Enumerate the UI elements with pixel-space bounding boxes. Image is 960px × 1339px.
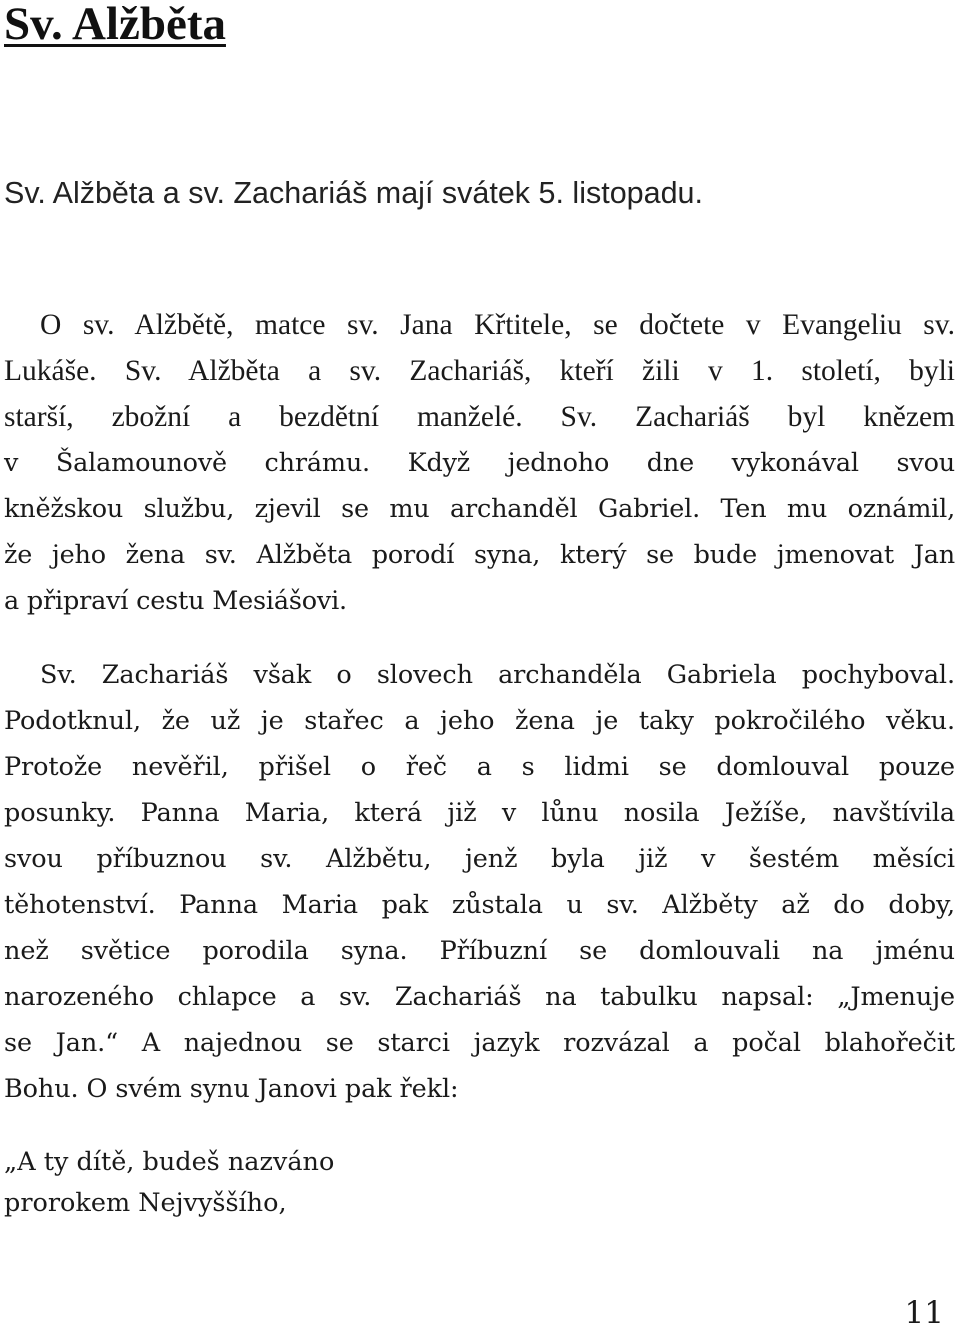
paragraph-1-line: O sv. Alžbětě, matce sv. Jana Křtitele, se dočtete v Evangeliu sv. — [40, 309, 955, 341]
paragraph-2-line: těhotenství. Panna Maria pak zůstala u sv. Alžběty až do doby, — [4, 890, 955, 920]
page-number: 11 — [904, 1295, 944, 1331]
paragraph-1-line: kněžskou službu, zjevil se mu archanděl Gabriel. Ten mu oznámil, — [4, 494, 955, 524]
paragraph-2-line: než světice porodila syna. Příbuzní se domlouvali na jménu — [4, 936, 955, 966]
feast-day-subtitle: Sv. Alžběta a sv. Zachariáš mají svátek 5. listopadu. — [4, 176, 703, 210]
paragraph-1-line: starší, zbožní a bezdětní manželé. Sv. Zachariáš byl knězem — [4, 401, 955, 433]
paragraph-2-line: Protože nevěřil, přišel o řeč a s lidmi se domlouval pouze — [4, 752, 955, 782]
paragraph-2-line: se Jan.“ A najednou se starci jazyk rozvázal a počal blahořečit — [4, 1028, 955, 1058]
page-title: Sv. Alžběta — [4, 0, 226, 50]
poem-line: prorokem Nejvyššího, — [4, 1188, 287, 1218]
poem-quote — [4, 1142, 334, 1224]
paragraph-2-line: Bohu. O svém synu Janovi pak řekl: — [4, 1074, 459, 1104]
paragraph-2 — [4, 652, 955, 1112]
paragraph-1-line: že jeho žena sv. Alžběta porodí syna, který se bude jmenovat Jan — [4, 540, 955, 570]
paragraph-1-line: a připraví cestu Mesiášovi. — [4, 586, 347, 616]
paragraph-2-line: posunky. Panna Maria, která již v lůnu nosila Ježíše, navštívila — [4, 798, 955, 828]
paragraph-2-line: narozeného chlapce a sv. Zachariáš na tabulku napsal: „Jmenuje — [4, 982, 955, 1012]
poem-line: „A ty dítě, budeš nazváno — [4, 1147, 335, 1177]
paragraph-1 — [4, 302, 955, 624]
paragraph-2-line: Sv. Zachariáš však o slovech archanděla Gabriela pochyboval. — [40, 660, 955, 690]
paragraph-1-line: Lukáše. Sv. Alžběta a sv. Zachariáš, kteří žili v 1. století, byli — [4, 355, 955, 387]
paragraph-1-line: v Šalamounově chrámu. Když jednoho dne vykonával svou — [4, 448, 955, 478]
paragraph-2-line: svou příbuznou sv. Alžbětu, jenž byla již v šestém měsíci — [4, 844, 955, 874]
paragraph-2-line: Podotknul, že už je stařec a jeho žena je taky pokročilého věku. — [4, 706, 955, 736]
